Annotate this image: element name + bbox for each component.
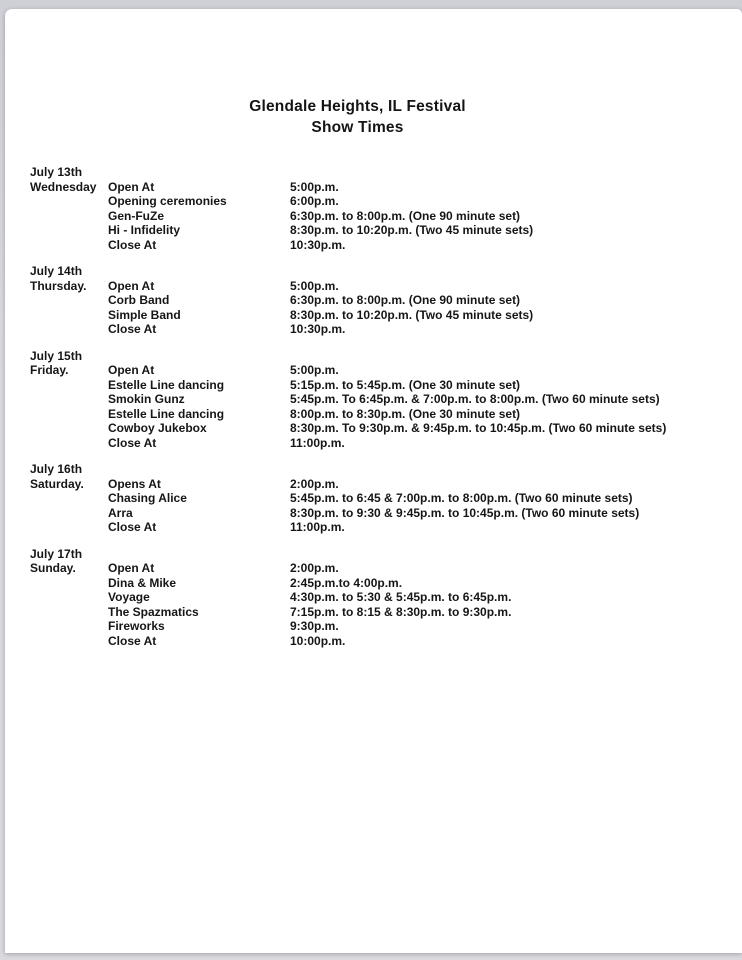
event-label: Close At: [108, 322, 157, 336]
day-label: Saturday.: [30, 476, 84, 491]
schedule-day-section: [30, 165, 742, 252]
schedule-row: [30, 407, 742, 422]
day-rows: [30, 561, 742, 648]
schedule-row: [30, 436, 742, 451]
schedule-row: [30, 421, 742, 436]
schedule-day-section: [30, 349, 742, 451]
page-title: Glendale Heights, IL Festival: [249, 98, 466, 115]
date-label: July 14th: [30, 264, 83, 278]
schedule-row: [30, 238, 742, 253]
event-label: Voyage: [108, 590, 150, 604]
time-value: 10:30p.m.: [290, 322, 346, 336]
time-value: 6:30p.m. to 8:00p.m. (One 90 minute set): [290, 293, 521, 307]
schedule-row: [30, 378, 742, 393]
event-label: Close At: [108, 435, 157, 450]
schedule-day-section: [30, 264, 742, 337]
schedule-row: [30, 477, 742, 492]
time-value: 8:30p.m. to 9:30 & 9:45p.m. to 10:45p.m. (Two 60 minute sets): [290, 505, 640, 520]
schedule-row: [30, 363, 742, 378]
event-label: Open At: [108, 179, 155, 194]
event-label: Dina & Mike: [108, 575, 177, 590]
schedule-row: [30, 605, 742, 620]
event-label: Simple Band: [108, 307, 181, 322]
event-label: Estelle Line dancing: [108, 406, 225, 421]
time-value: 6:00p.m.: [290, 194, 339, 208]
event-label: Estelle Line dancing: [108, 377, 225, 392]
event-label: Arra: [108, 505, 133, 520]
time-value: 2:00p.m.: [290, 561, 339, 575]
event-label: Close At: [108, 237, 157, 252]
document-page: [5, 9, 742, 953]
schedule-row: [30, 308, 742, 323]
date-label: July 17th: [30, 546, 83, 561]
time-value: 5:45p.m. to 6:45 & 7:00p.m. to 8:00p.m. (Two 60 minute sets): [290, 491, 633, 505]
day-label: Wednesday: [30, 179, 97, 194]
schedule-row: [30, 180, 742, 195]
time-value: 2:00p.m.: [290, 476, 339, 491]
time-value: 6:30p.m. to 8:00p.m. (One 90 minute set): [290, 208, 521, 223]
day-rows: [30, 363, 742, 450]
date-label: July 16th: [30, 462, 83, 476]
day-rows: [30, 180, 742, 253]
time-value: 10:00p.m.: [290, 633, 346, 648]
date-label: July 13th: [30, 165, 83, 179]
event-label: Opening ceremonies: [108, 194, 227, 208]
schedule-row: [30, 279, 742, 294]
time-value: 10:30p.m.: [290, 237, 346, 252]
time-value: 9:30p.m.: [290, 619, 339, 633]
schedule-row: [30, 634, 742, 649]
time-value: 8:30p.m. To 9:30p.m. & 9:45p.m. to 10:45p.m. (Two 60 minute sets): [290, 421, 667, 435]
schedule: [5, 165, 742, 648]
schedule-row: [30, 322, 742, 337]
day-label: Sunday.: [30, 561, 76, 575]
day-label: Thursday.: [30, 278, 87, 293]
document-header: [0, 96, 726, 138]
event-label: Open At: [108, 363, 155, 377]
schedule-row: [30, 392, 742, 407]
page-subtitle: Show Times: [311, 119, 404, 136]
time-value: 8:00p.m. to 8:30p.m. (One 30 minute set): [290, 406, 521, 421]
schedule-row: [30, 506, 742, 521]
time-value: 5:00p.m.: [290, 179, 339, 194]
event-label: Hi - Infidelity: [108, 223, 180, 237]
event-label: Open At: [108, 278, 155, 293]
event-label: Open At: [108, 561, 155, 575]
event-label: Corb Band: [108, 293, 170, 307]
time-value: 11:00p.m.: [290, 520, 345, 534]
event-label: Close At: [108, 520, 157, 534]
day-label: Friday.: [30, 363, 69, 377]
time-value: 4:30p.m. to 5:30 & 5:45p.m. to 6:45p.m.: [290, 590, 512, 604]
time-value: 5:00p.m.: [290, 363, 339, 377]
schedule-row: [30, 209, 742, 224]
time-value: 5:00p.m.: [290, 278, 339, 293]
time-value: 2:45p.m.to 4:00p.m.: [290, 575, 403, 590]
day-rows: [30, 477, 742, 535]
schedule-row: [30, 491, 742, 506]
time-value: 7:15p.m. to 8:15 & 8:30p.m. to 9:30p.m.: [290, 604, 512, 619]
time-value: 11:00p.m.: [290, 435, 345, 450]
event-label: Close At: [108, 633, 157, 648]
event-label: Chasing Alice: [108, 491, 187, 505]
schedule-row: [30, 223, 742, 238]
date-label: July 15th: [30, 348, 83, 363]
time-value: 5:45p.m. To 6:45p.m. & 7:00p.m. to 8:00p.m. (Two 60 minute sets): [290, 392, 660, 406]
event-label: Opens At: [108, 476, 161, 491]
schedule-row: [30, 293, 742, 308]
time-value: 8:30p.m. to 10:20p.m. (Two 45 minute sets): [290, 307, 534, 322]
event-label: Smokin Gunz: [108, 392, 185, 406]
schedule-day-section: [30, 547, 742, 649]
schedule-row: [30, 590, 742, 605]
schedule-row: [30, 619, 742, 634]
time-value: 5:15p.m. to 5:45p.m. (One 30 minute set): [290, 377, 521, 392]
event-label: Gen-FuZe: [108, 208, 164, 223]
event-label: Fireworks: [108, 619, 165, 633]
time-value: 8:30p.m. to 10:20p.m. (Two 45 minute sets): [290, 223, 534, 237]
day-rows: [30, 279, 742, 337]
event-label: The Spazmatics: [108, 604, 199, 619]
schedule-row: [30, 520, 742, 535]
schedule-day-section: [30, 462, 742, 535]
schedule-row: [30, 194, 742, 209]
schedule-row: [30, 561, 742, 576]
event-label: Cowboy Jukebox: [108, 421, 207, 435]
schedule-row: [30, 576, 742, 591]
